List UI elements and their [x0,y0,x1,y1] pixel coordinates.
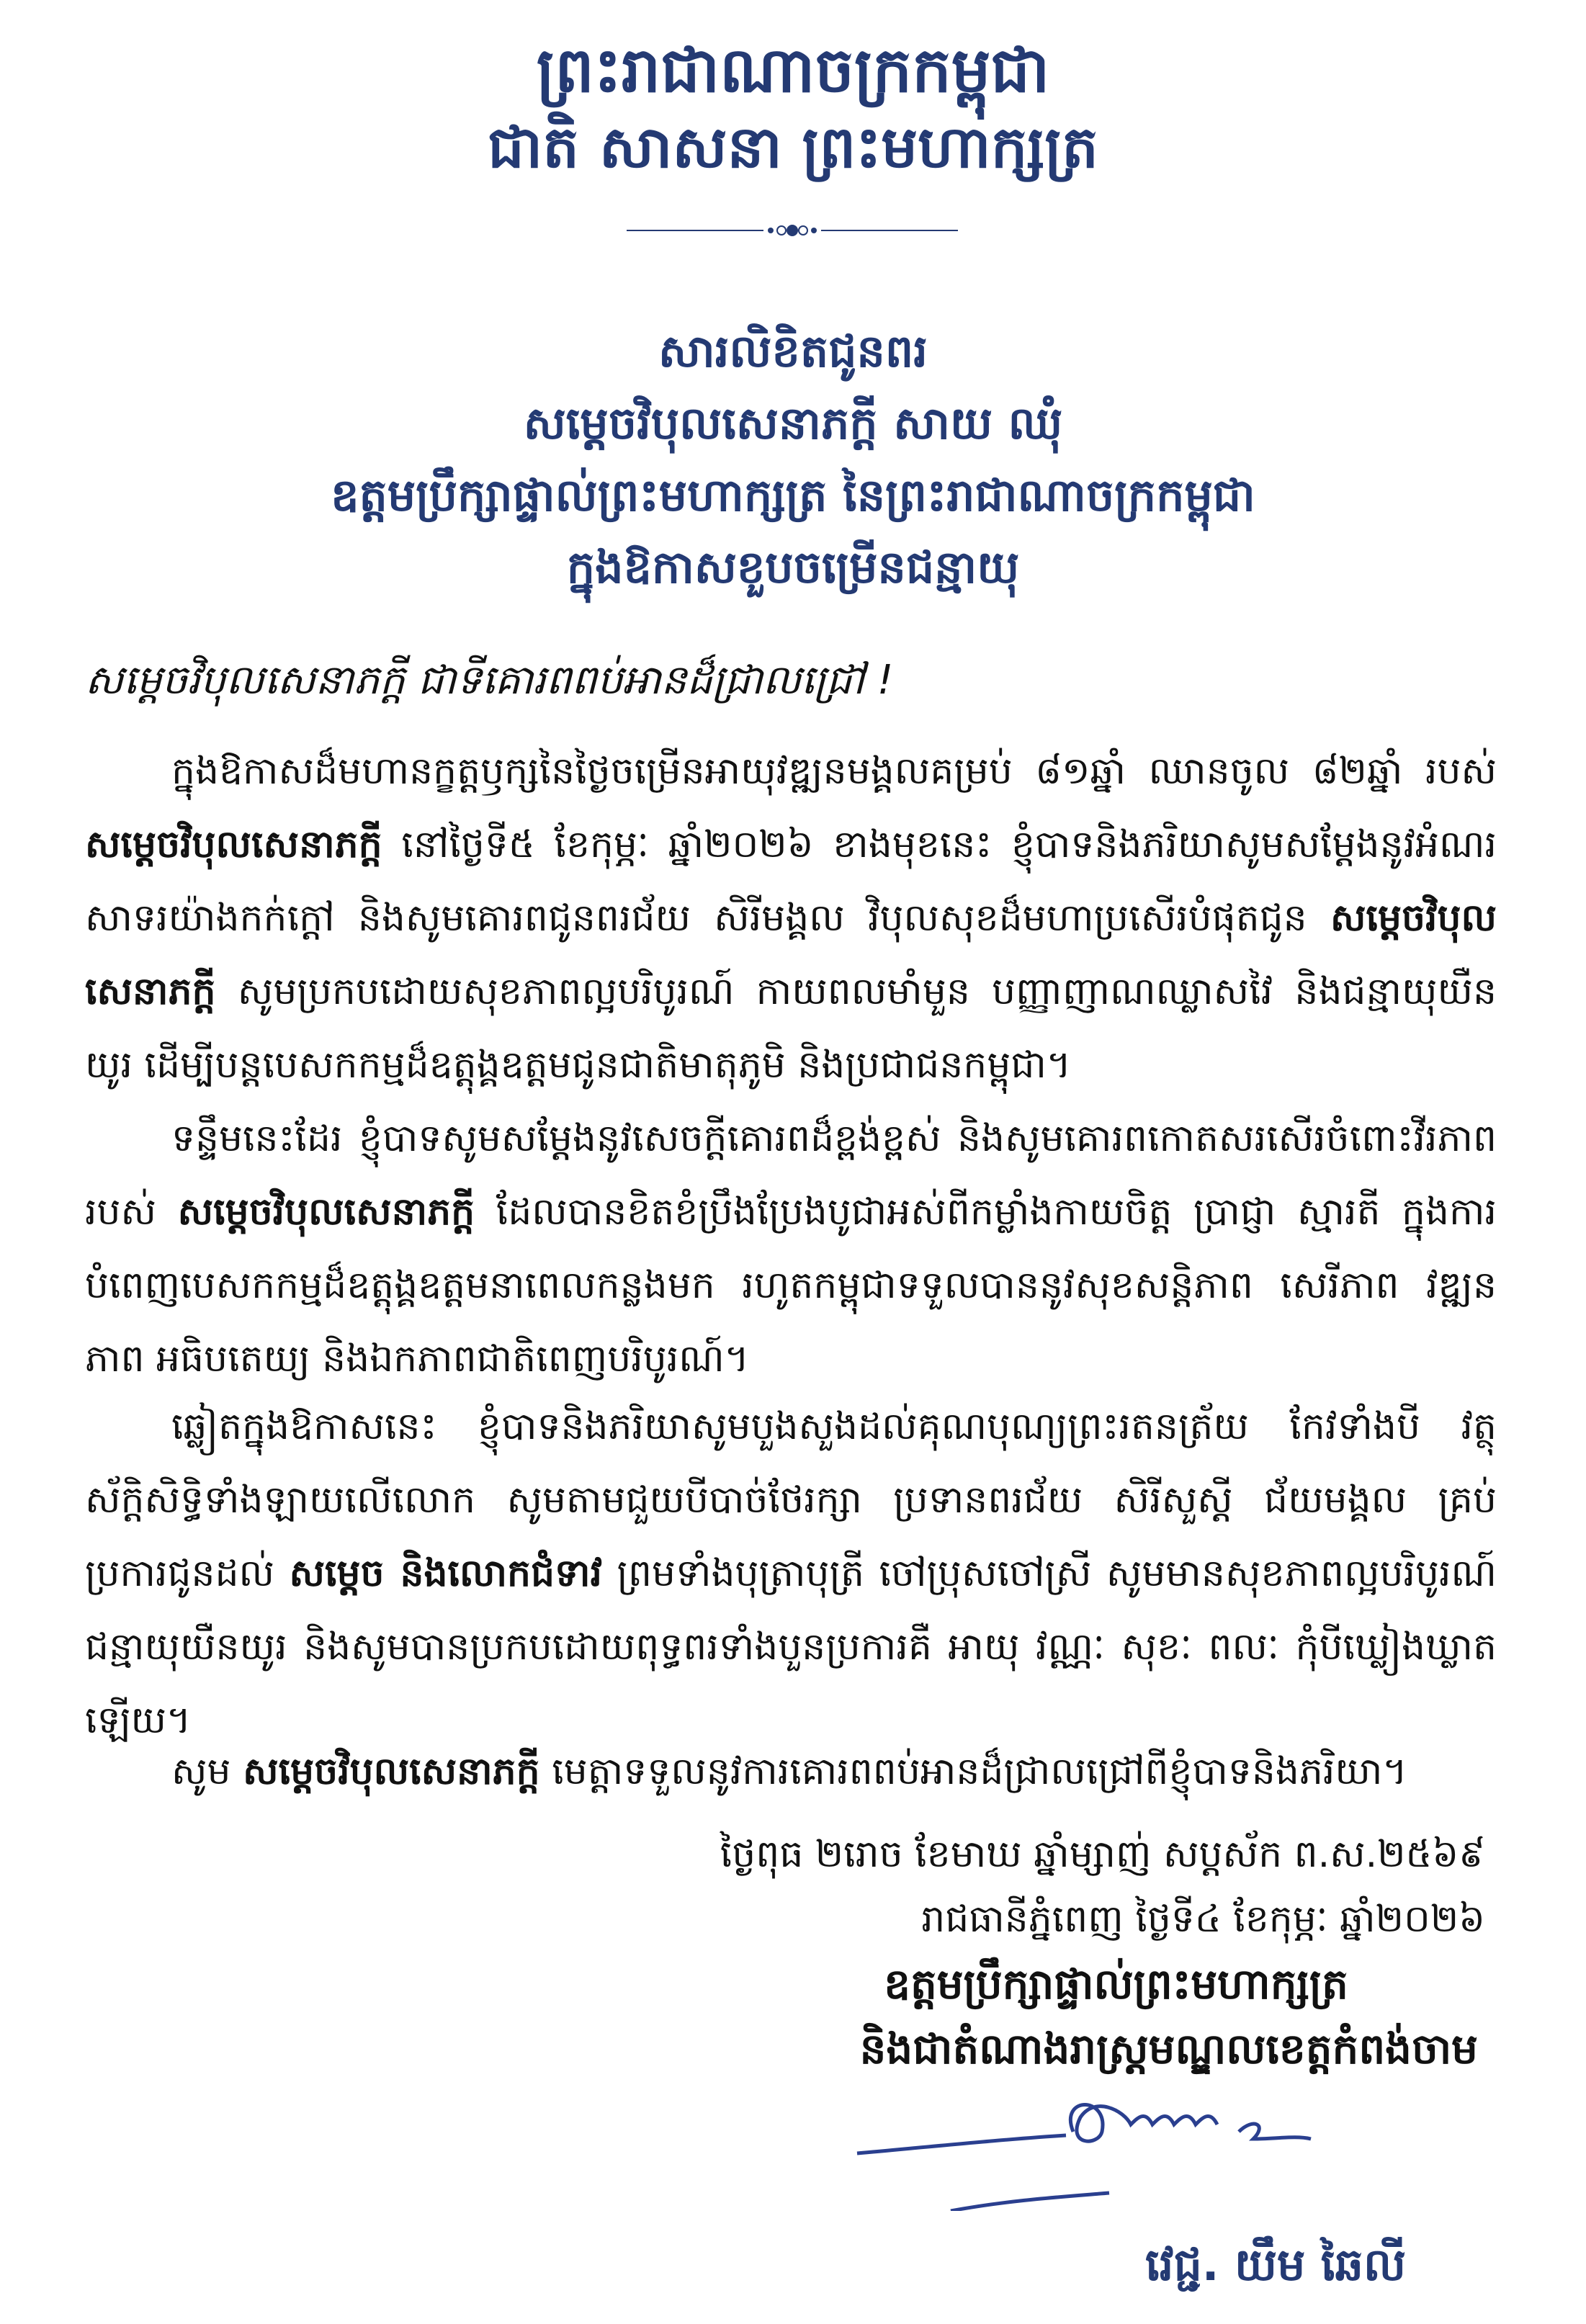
p3-text-a: ឆ្លៀតក្នុងឱកាសនេះ ខ្ញុំបាទនិងភរិយាសូមបួងសួងដល់គុណបុណ្យព្រះរតនត្រ័យ កែវទាំងបី វត្ថុស័ក្តិសិទ្ធិទាំងឡាយលើលោក សូមតាមជួយបីបាច់ថែរក្សា ប្រទានពរជ័យ សិរីសួស្តី ជ័យមង្គល គ្រប់ប្រការជូនដល់ [85,1405,1497,1595]
signatory-role-1: ឧត្តមប្រឹក្សាផ្ទាល់ព្រះមហាក្សត្រ [884,1960,1348,2009]
closing-paragraph [85,1736,1497,1808]
signatory-name: វេជ្ជ. យឹម ឆៃលី [1145,2238,1406,2291]
lunar-date: ថ្ងៃពុធ ២រោច ខែមាឃ ឆ្នាំម្សាញ់ សប្តស័ក ព.ស.២៥៦៩ [720,1833,1485,1876]
p4-bold-name: សម្តេចវិបុលសេនាភក្តី [243,1750,540,1793]
recipient-position: ឧត្តមប្រឹក្សាផ្ទាល់ព្រះមហាក្សត្រ នៃព្រះរាជាណាចក្រកម្ពុជា [331,469,1255,521]
p4-text-c: មេត្តាទទួលនូវការគោរពពប់អានដ៏ជ្រាលជ្រៅពីខ្ញុំបាទនិងភរិយា។ [552,1750,1407,1793]
paragraph-3 [85,1390,1497,1757]
p4-text-a: សូម [171,1750,231,1793]
p1-bold-name-2: សម្តេចវិបុលសេនាភក្តី [85,897,1497,1013]
letter-title: សារលិខិតជូនពរ [658,325,928,377]
paragraph-2 [85,1102,1497,1396]
salutation: សម្តេចវិបុលសេនាភក្តី ជាទីគោរពពប់អានដ៏ជ្រាលជ្រៅ ! [85,657,894,704]
handwritten-signature [850,2067,1354,2211]
occasion: ក្នុងឱកាសខួបចម្រើនជន្មាយុ [566,541,1020,593]
p3-text-c: ព្រមទាំងបុត្រាបុត្រី ចៅប្រុសចៅស្រី សូមមានសុខភាពល្អបរិបូរណ៍ ជន្មាយុយឺនយូរ និងសូមបានប្រកបដោយពុទ្ធពរទាំងបួនប្រការគឺ អាយុ វណ្ណៈ សុខៈ ពលៈ កុំបីឃ្លៀងឃ្លាតឡើយ។ [85,1552,1497,1742]
p2-text-c: ដែលបានខិតខំប្រឹងប្រែងបូជាអស់ពីកម្លាំងកាយចិត្ត ប្រាជ្ញា ស្មារតី ក្នុងការបំពេញបេសកកម្មដ៏ឧត្តុង្គឧត្តមនាពេលកន្លងមក រហូតកម្ពុជាទទួលបាននូវសុខសន្តិភាព សេរីភាព វឌ្ឍនភាព អធិបតេយ្យ និងឯកភាពជាតិពេញបរិបូរណ៍។ [85,1190,1497,1381]
p3-bold-names: សម្តេច និងលោកជំទាវ [289,1552,603,1595]
signatory-role-2: និងជាតំណាងរាស្ត្រមណ្ឌលខេត្តកំពង់ចាម [859,2024,1478,2073]
p1-bold-name-1: សម្តេចវិបុលសេនាភក្តី [85,823,382,866]
national-motto: ជាតិ សាសនា ព្រះមហាក្សត្រ [488,114,1098,181]
p1-text-e: សូមប្រកបដោយសុខភាពល្អបរិបូរណ៍ កាយពលមាំមួន បញ្ញាញាណឈ្លាសវៃ និងជន្មាយុយឺនយូរ ដើម្បីបន្តបេសកកម្មដ៏ឧត្តុង្គឧត្តមជូនជាតិមាតុភូមិ និងប្រជាជនកម្ពុជា។ [85,970,1497,1087]
ornament-divider [627,216,958,245]
recipient-name: សម្តេចវិបុលសេនាភក្តី សាយ ឈុំ [523,397,1063,449]
p2-bold-name: សម្តេចវិបុលសេនាភក្តី [177,1190,475,1234]
solar-date: រាជធានីភ្នំពេញ ថ្ងៃទី៤ ខែកុម្ភៈ ឆ្នាំ២០២៦ [921,1898,1485,1941]
p1-text-c: នៅថ្ងៃទី៥ ខែកុម្ភៈ ឆ្នាំ២០២៦ ខាងមុខនេះ ខ្ញុំបាទនិងភរិយាសូមសម្តែងនូវអំណរសាទរយ៉ាងកក់ក្តៅ និងសូមគោរពជូនពរជ័យ សិរីមង្គល វិបុលសុខដ៏មហាប្រសើរបំផុតជូន [85,823,1497,940]
paragraph-1 [85,735,1497,1102]
p2-text-a: ទន្ទឹមនេះដែរ ខ្ញុំបាទសូមសម្តែងនូវសេចក្តីគោរពដ៏ខ្ពង់ខ្ពស់ និងសូមគោរពកោតសរសើរចំពោះវីរភាពរបស់ [85,1117,1497,1234]
kingdom-title: ព្រះរាជាណាចក្រកម្ពុជា [536,35,1050,107]
p1-text-a: ក្នុងឱកាសដ៏មហានក្ខត្តឫក្សនៃថ្ងៃចម្រើនអាយុវឌ្ឍនមង្គលគម្រប់ ៨១ឆ្នាំ ឈានចូល ៨២ឆ្នាំ របស់ [171,750,1497,793]
